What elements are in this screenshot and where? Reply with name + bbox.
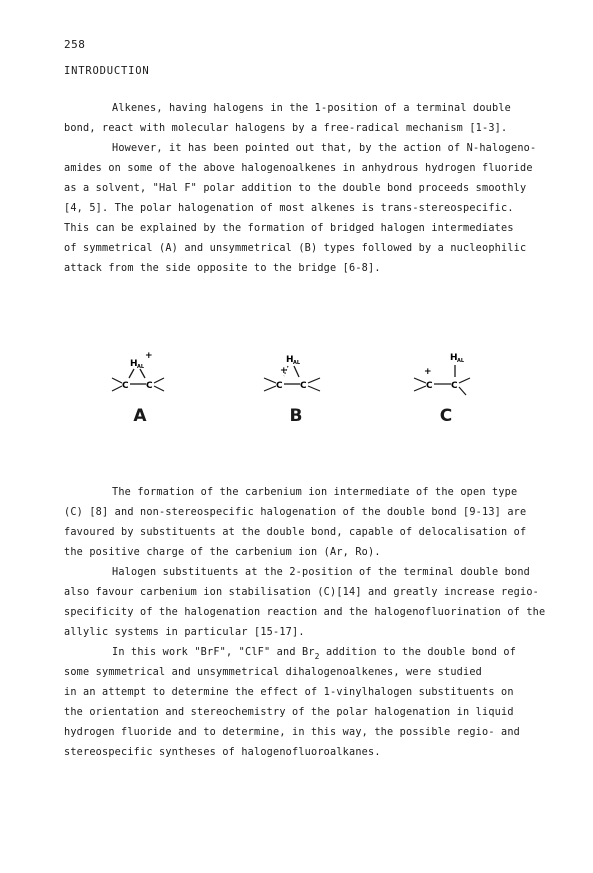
text-line: specificity of the halogenation reaction and the halogenofluorination of the (64, 607, 546, 618)
text-line: in an attempt to determine the effect of 1-vinylhalogen substituents on (64, 687, 514, 698)
text-line: favoured by substituents at the double bond, capable of delocalisation of (64, 527, 527, 538)
text-line: Alkenes, having halogens in the 1-position of a terminal double (112, 103, 512, 114)
text-fragment: addition to the double bond of (319, 647, 517, 658)
structure-label-b: B (289, 406, 303, 426)
text-line: (C) [8] and non-stereospecific halogenation of the double bond [9-13] are (64, 507, 527, 518)
structure-a-drawing (108, 340, 188, 406)
carbon-atom: C (426, 381, 433, 391)
intermediate-structures (0, 340, 593, 440)
halogen-subscript: AL (137, 364, 145, 370)
carbon-atom: C (146, 381, 153, 391)
text-line: bond, react with molecular halogens by a free-radical mechanism [1-3]. (64, 123, 508, 134)
paragraph-3 (64, 483, 527, 563)
structure-b-drawing (254, 340, 334, 406)
text-line: amides on some of the above halogenoalkenes in anhydrous hydrogen fluoride (64, 163, 533, 174)
text-fragment: In this work "BrF", "ClF" and Br (112, 647, 315, 658)
carbon-atom: C (300, 381, 307, 391)
carbon-atom: C (276, 381, 283, 391)
paragraph-5 (64, 643, 520, 763)
paragraph-1 (64, 99, 520, 139)
halogen-atom: H (450, 353, 458, 363)
text-line: allylic systems in particular [15-17]. (64, 627, 305, 638)
text-line: the positive charge of the carbenium ion (Ar, Ro). (64, 547, 381, 558)
subscript: 2 (314, 652, 320, 661)
structure-a (108, 340, 188, 430)
carbon-atom: C (122, 381, 129, 391)
structure-b (254, 340, 334, 430)
structure-label-c: C (439, 406, 453, 426)
partial-positive-charge: + (280, 366, 288, 376)
text-line: as a solvent, "Hal F" polar addition to the double bond proceeds smoothly (64, 183, 527, 194)
halogen-subscript: AL (293, 360, 301, 366)
page-number: 258 (64, 38, 86, 51)
positive-charge: + (424, 367, 432, 377)
text-line-with-subscript (64, 643, 520, 663)
paragraph-4 (64, 563, 546, 643)
carbon-atom: C (451, 381, 458, 391)
text-line: of symmetrical (A) and unsymmetrical (B) types followed by a nucleophilic (64, 243, 527, 254)
positive-charge: + (145, 351, 153, 361)
section-heading: INTRODUCTION (64, 65, 150, 77)
halogen-subscript: AL (457, 358, 465, 364)
structure-c-drawing (398, 340, 478, 406)
text-line: [4, 5]. The polar halogenation of most alkenes is trans-stereospecific. (64, 203, 514, 214)
text-line: However, it has been pointed out that, by the action of N-halogeno- (112, 143, 537, 154)
text-line: This can be explained by the formation of bridged halogen intermediates (64, 223, 514, 234)
text-line: also favour carbenium ion stabilisation (C)[14] and greatly increase regio- (64, 587, 540, 598)
structure-label-a: A (133, 406, 147, 426)
text-line: attack from the side opposite to the bridge [6-8]. (64, 263, 381, 274)
text-line: The formation of the carbenium ion intermediate of the open type (112, 487, 518, 498)
text-line: stereospecific syntheses of halogenofluoroalkanes. (64, 747, 381, 758)
paragraph-2 (64, 139, 537, 279)
halogen-atom: H (286, 355, 294, 365)
text-line: the orientation and stereochemistry of the polar halogenation in liquid (64, 707, 514, 718)
text-line: some symmetrical and unsymmetrical dihalogenoalkenes, were studied (64, 667, 483, 678)
structure-c (398, 340, 478, 430)
text-line: hydrogen fluoride and to determine, in this way, the possible regio- and (64, 727, 521, 738)
text-line: Halogen substituents at the 2-position of the terminal double bond (112, 567, 531, 578)
halogen-atom: H (130, 359, 138, 369)
